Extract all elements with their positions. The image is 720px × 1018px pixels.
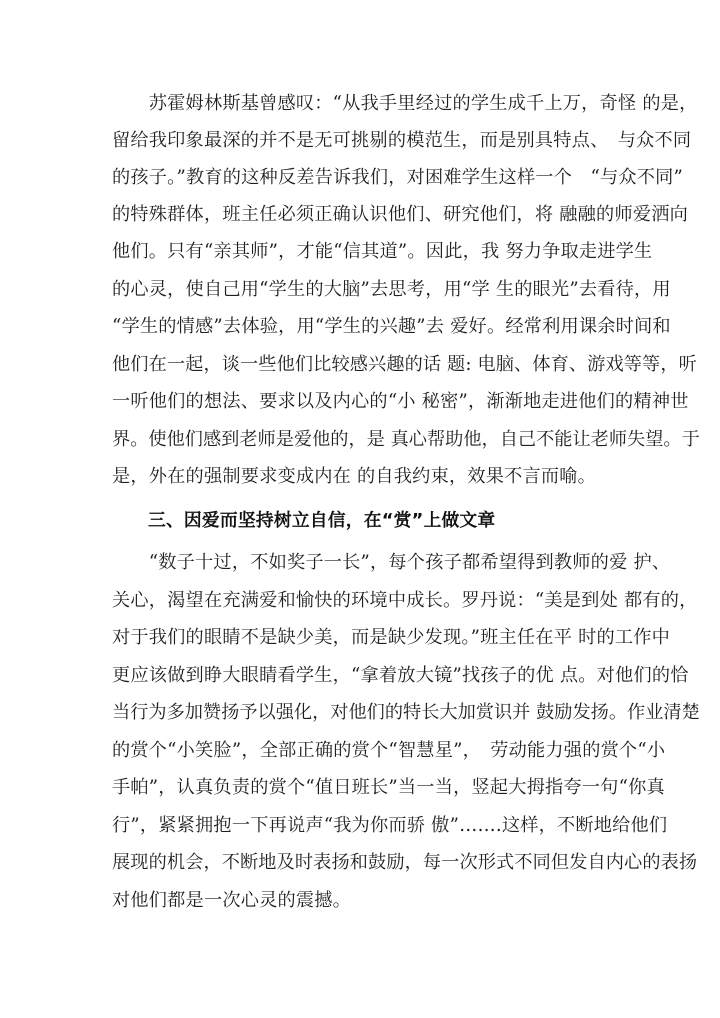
paragraph-1-line: 苏霍姆林斯基曾感叹：“从我手里经过的学生成千上万，奇怪 的是， — [112, 93, 698, 114]
paragraph-2-line: 更应该做到睁大眼睛看学生，“拿着放大镜”找孩子的优 点。对他们的恰 — [112, 665, 689, 686]
paragraph-2-line: 展现的机会，不断地及时表扬和鼓励，每一次形式不同但发自内心的表扬 — [112, 852, 698, 873]
section-heading: 三、因爱而坚持树立自信，在“赏”上做文章 — [112, 510, 496, 531]
paragraph-1-line: 的特殊群体，班主任必须正确认识他们、研究他们，将 融融的师爱洒向 — [112, 204, 688, 225]
paragraph-2-line: 关心，渴望在充满爱和愉快的环境中成长。罗丹说：“美是到处 都有的， — [112, 590, 698, 611]
paragraph-2-line: 对他们都是一次心灵的震撼。 — [112, 890, 352, 911]
paragraph-2-line: 的赏个“小笑脸”，全部正确的赏个“智慧星”， 劳动能力强的赏个“小 — [112, 740, 666, 761]
paragraph-1-line: 他们在一起，谈一些他们比较感兴趣的话 题: 电脑、体育、游戏等等，听 — [112, 354, 697, 375]
paragraph-2-line: 手帕”，认真负责的赏个“值日班长”当一当，竖起大拇指夸一句“你真 — [112, 777, 665, 798]
paragraph-2-line: 对于我们的眼睛不是缺少美，而是缺少发现。”班主任在平 时的工作中 — [112, 627, 671, 648]
paragraph-2-line: 当行为多加赞扬予以强化，对他们的特长大加赏识并 鼓励发扬。作业清楚 — [112, 702, 700, 723]
paragraph-2-line: “数子十过，不如奖子一长”，每个孩子都希望得到教师的爱 护、 — [112, 552, 671, 573]
paragraph-1-line: 一听他们的想法、要求以及内心的“小 秘密”，渐渐地走进他们的精神世 — [112, 391, 689, 412]
paragraph-1-line: 是，外在的强制要求变成内在 的自我约束，效果不言而喻。 — [112, 466, 597, 487]
paragraph-1-line: “学生的情感”去体验，用“学生的兴趣”去 爱好。经常利用课余时间和 — [112, 316, 671, 337]
paragraph-1-line: 界。使他们感到老师是爱他的，是 真心帮助他，自己不能让老师失望。于 — [112, 429, 700, 450]
paragraph-1-line: 的心灵，使自己用“学生的大脑”去思考，用“学 生的眼光”去看待，用 — [112, 279, 671, 300]
paragraph-1-line: 的孩子。”教育的这种反差告诉我们，对困难学生这样一个 “与众不同” — [112, 167, 684, 188]
paragraph-1-line: 留给我印象最深的并不是无可挑剔的模范生，而是别具特点、 与众不同 — [112, 130, 692, 151]
paragraph-2-line: 行”，紧紧拥抱一下再说声“我为你而骄 傲”…….这样，不断地给他们 — [112, 815, 668, 836]
paragraph-1-line: 他们。只有“亲其师”，才能“信其道”。因此，我 努力争取走进学生 — [112, 241, 653, 262]
